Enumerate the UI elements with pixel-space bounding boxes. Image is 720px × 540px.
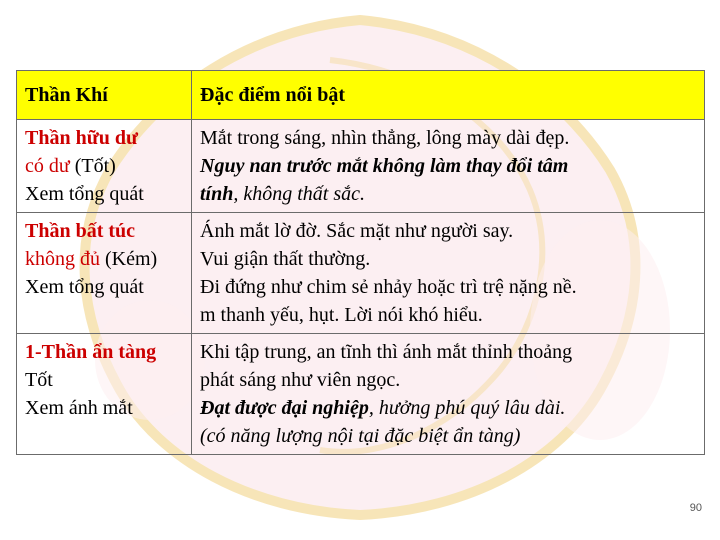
- header-label: Thần Khí: [25, 84, 108, 106]
- detail-line: Khi tập trung, an tĩnh thì ánh mắt thỉnh thoảng: [200, 341, 573, 363]
- detail-emphasis: tính: [200, 183, 234, 205]
- detail-line: [200, 394, 696, 422]
- comparison-table: [16, 70, 705, 455]
- row-rating: [25, 152, 183, 180]
- row-detail-cell: [192, 334, 705, 455]
- detail-text: , không thất sắc.: [233, 183, 366, 205]
- header-cell-dac-diem: [192, 71, 705, 120]
- table-row: [17, 334, 705, 455]
- row-label-cell: [17, 213, 192, 334]
- row-method: Xem ánh mắt: [25, 397, 133, 419]
- detail-line: Mắt trong sáng, nhìn thẳng, lông mày dài đẹp.: [200, 127, 570, 149]
- row-title: 1-Thần ẩn tàng: [25, 341, 157, 363]
- page-number: 90: [689, 502, 702, 514]
- detail-line: Ánh mắt lờ đờ. Sắc mặt như người say.: [200, 220, 514, 242]
- table-header-row: [17, 71, 705, 120]
- rating-note: (Tốt): [69, 155, 116, 177]
- header-cell-than-khi: [17, 71, 192, 120]
- row-method: Xem tổng quát: [25, 183, 144, 205]
- detail-line: Đi đứng như chim sẻ nhảy hoặc trì trệ nặng nề.: [200, 276, 577, 298]
- row-method: Xem tổng quát: [25, 276, 144, 298]
- row-rating: [25, 245, 183, 273]
- table-row: [17, 120, 705, 213]
- row-detail-cell: [192, 213, 705, 334]
- row-label-cell: [17, 120, 192, 213]
- rating-term: có dư: [25, 155, 70, 177]
- row-detail-cell: [192, 120, 705, 213]
- detail-line: m thanh yếu, hụt. Lời nói khó hiểu.: [200, 304, 483, 326]
- row-title: Thần bất túc: [25, 220, 136, 242]
- detail-emphasis: Đạt được đại nghiệp: [200, 397, 369, 419]
- row-rating: Tốt: [25, 369, 53, 391]
- table-row: [17, 213, 705, 334]
- row-title: Thần hữu dư: [25, 127, 138, 149]
- detail-line: Nguy nan trước mắt không làm thay đổi tâm: [200, 155, 569, 177]
- detail-text: , hưởng phú quý lâu dài.: [368, 397, 566, 419]
- detail-line: phát sáng như viên ngọc.: [200, 369, 401, 391]
- header-label: Đặc điểm nổi bật: [200, 84, 345, 106]
- rating-note: (Kém): [100, 248, 158, 270]
- detail-line: Vui giận thất thường.: [200, 248, 371, 270]
- row-label-cell: [17, 334, 192, 455]
- rating-term: không đủ: [25, 248, 100, 270]
- detail-line: [200, 180, 696, 208]
- detail-line: (có năng lượng nội tại đặc biệt ẩn tàng): [200, 425, 521, 447]
